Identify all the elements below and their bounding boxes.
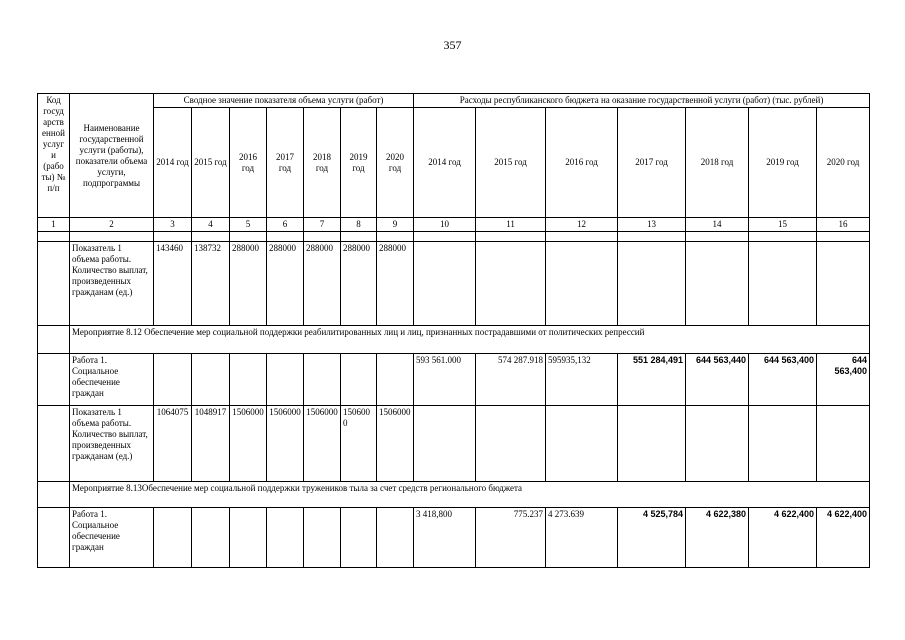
header-volume-year: 2015 год [192,108,230,218]
indicator-value: 1506000 [341,406,377,482]
table-row [38,354,870,406]
column-number: 12 [546,218,618,232]
column-number: 3 [154,218,192,232]
indicator-name: Показатель 1 объема работы. Количество выплат, произведенных гражданам (ед.) [70,242,154,326]
section-title: Мероприятие 8.12 Обеспечение мер социальной поддержки реабилитированных лиц и лиц, признанных пострадавшими от политических репрессий [70,326,870,354]
indicator-value: 138732 [192,242,230,326]
column-number: 5 [230,218,267,232]
expense-value: 644 563,400 [817,354,870,406]
expense-value: 551 284,491 [618,354,686,406]
header-expense-year: 2016 год [546,108,618,218]
column-number: 11 [476,218,546,232]
header-expense-year: 2020 год [817,108,870,218]
indicator-value: 1506000 [377,406,414,482]
indicator-value: 288000 [230,242,267,326]
column-number: 7 [304,218,341,232]
expense-value: 574 287.918 [476,354,546,406]
column-number: 4 [192,218,230,232]
column-number: 9 [377,218,414,232]
indicator-value: 1506000 [267,406,304,482]
indicator-value: 1048917 [192,406,230,482]
column-number: 6 [267,218,304,232]
header-expense-year: 2018 год [686,108,749,218]
column-number: 10 [414,218,476,232]
header-volume-year: 2014 год [154,108,192,218]
table-row [38,242,870,326]
expense-value: 4 525,784 [618,508,686,568]
header-expense-year: 2014 год [414,108,476,218]
header-volume-year: 2018 год [304,108,341,218]
expense-value: 4 273.639 [546,508,618,568]
spacer-row [38,232,870,242]
column-number: 16 [817,218,870,232]
header-expense-group: Расходы республиканского бюджета на оказание государственной услуги (работ) (тыс. рублей) [414,94,870,108]
table-row [38,482,870,508]
column-number: 14 [686,218,749,232]
expense-value: 644 563,440 [686,354,749,406]
header-volume-year: 2017 год [267,108,304,218]
table-row [38,508,870,568]
header-expense-year: 2017 год [618,108,686,218]
indicator-value: 1506000 [304,406,341,482]
budget-table [37,93,870,568]
work-name: Работа 1. Социальное обеспечение граждан [70,508,154,568]
work-name: Работа 1. Социальное обеспечение граждан [70,354,154,406]
indicator-value: 288000 [377,242,414,326]
column-number-row [38,218,870,232]
page-number: 357 [443,38,462,52]
expense-value: 4 622,380 [686,508,749,568]
indicator-value: 288000 [304,242,341,326]
header-volume-year: 2020 год [377,108,414,218]
expense-value: 4 622,400 [749,508,817,568]
header-expense-year: 2015 год [476,108,546,218]
column-number: 13 [618,218,686,232]
header-volume-year: 2016 год [230,108,267,218]
expense-value: 3 418,800 [414,508,476,568]
expense-value: 4 622,400 [817,508,870,568]
table-row [38,406,870,482]
column-number: 2 [70,218,154,232]
indicator-value: 143460 [154,242,192,326]
expense-value: 593 561.000 [414,354,476,406]
indicator-value: 1506000 [230,406,267,482]
indicator-value: 288000 [341,242,377,326]
expense-value: 644 563,400 [749,354,817,406]
indicator-value: 1064075 [154,406,192,482]
expense-value: 595935,132 [546,354,618,406]
table-row [38,326,870,354]
expense-value: 775.237 [476,508,546,568]
header-code: Код госуд арств енной услуг и (рабо ты) № п/п [38,94,70,218]
indicator-value: 288000 [267,242,304,326]
column-number: 1 [38,218,70,232]
section-title: Мероприятие 8.13Обеспечение мер социальной поддержки тружеников тыла за счет средств регионального бюджета [70,482,870,508]
header-expense-year: 2019 год [749,108,817,218]
column-number: 15 [749,218,817,232]
header-volume-year: 2019 год [341,108,377,218]
header-volume-group: Сводное значение показателя объема услуги (работ) [154,94,414,108]
header-name: Наименование государственной услуги (работы), показатели объема услуги, подпрограммы [70,94,154,218]
column-number: 8 [341,218,377,232]
indicator-name: Показатель 1 объема работы. Количество выплат, произведенных гражданам (ед.) [70,406,154,482]
